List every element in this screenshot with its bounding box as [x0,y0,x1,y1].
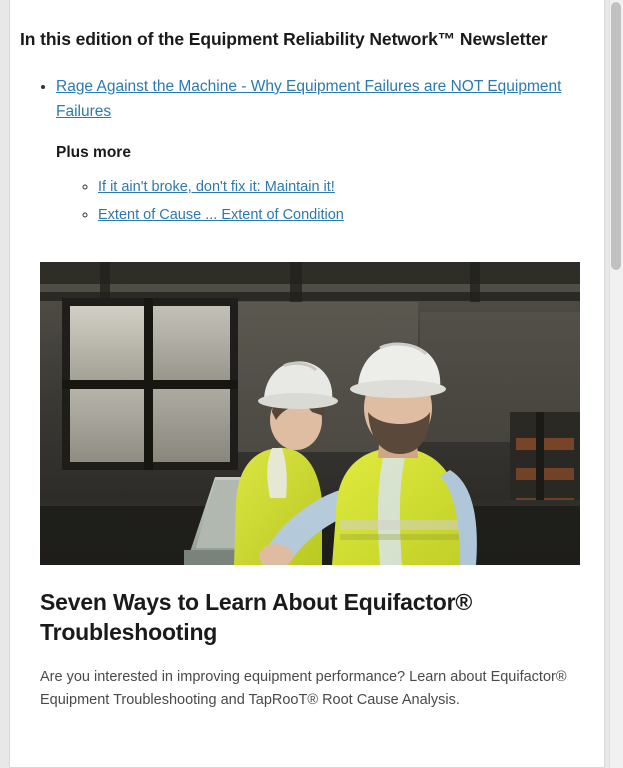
article-title: Seven Ways to Learn About Equifactor® Troubleshooting [40,588,473,646]
featured-links-list [10,74,604,124]
featured-article-link[interactable]: Rage Against the Machine - Why Equipment Failures are NOT Equipment Failures [56,77,562,120]
more-article-link-2[interactable]: Extent of Cause ... Extent of Condition [98,207,344,224]
newsletter-sheet [9,0,605,768]
page-title: In this edition of the Equipment Reliability Network™ Newsletter [20,29,548,49]
list-item [56,74,604,124]
scrollbar-thumb[interactable] [611,2,621,270]
article-hero-image [40,262,580,565]
more-article-link-1[interactable]: If it ain't broke, don't fix it: Maintain it! [98,178,335,195]
vertical-scrollbar[interactable] [609,0,623,768]
more-links-list [10,176,604,228]
list-item [98,176,604,199]
plus-more-heading: Plus more [56,143,131,161]
article-body-text: Are you interested in improving equipment performance? Learn about Equifactor® Equipment Troubleshooting and TapRooT® Root Cause Analysis. [40,668,567,709]
list-item [98,204,604,227]
